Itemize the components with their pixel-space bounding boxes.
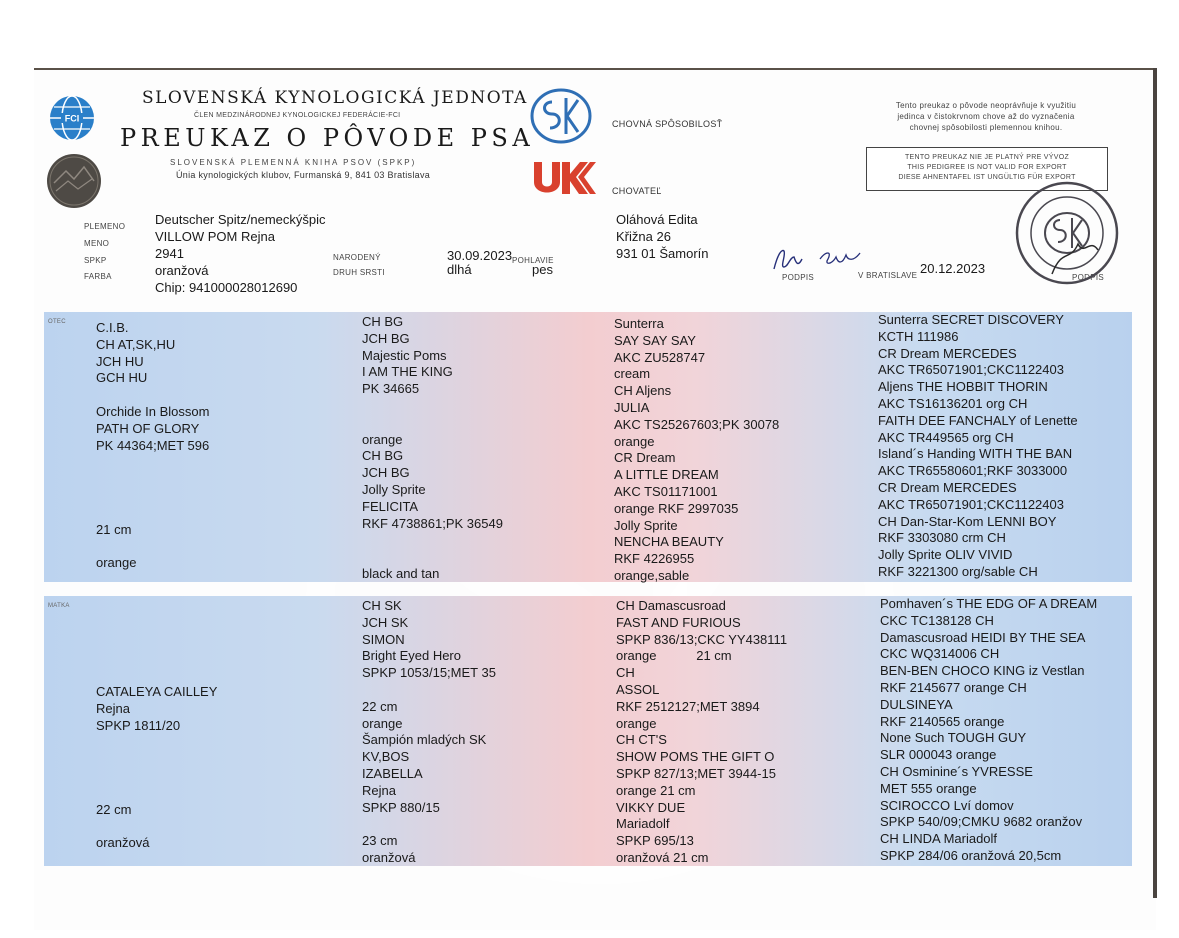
sire-col4-line: FAITH DEE FANCHALY of Lenette <box>878 412 1078 428</box>
sire-col2-line: orange <box>362 431 403 447</box>
dam-col3-line: SPKP 695/13 <box>616 833 694 849</box>
dam-col2-line: KV,BOS <box>362 749 410 765</box>
dam-col3-line: Mariadolf <box>616 816 670 832</box>
dam-col4-line: DULSINEYA <box>880 696 953 712</box>
sire-col3-line: orange,sable <box>614 567 690 583</box>
sire-col2-line <box>362 549 503 566</box>
sire-col4-line: AKC TR449565 org CH <box>878 429 1014 445</box>
dam-col1-line <box>96 734 217 751</box>
dam-col4-line: Damascusroad HEIDI BY THE SEA <box>880 629 1086 645</box>
sire-column-parent <box>96 320 209 589</box>
sex-value: pes <box>532 262 553 277</box>
dam-col1-line <box>96 768 217 785</box>
sire-col3-line: Jolly Sprite <box>614 517 678 533</box>
breeding-notice: Tento preukaz o pôvode neoprávňuje k využitiu jedinca v čistokrvnom chove až do vyznačenia chovnej spôsobilosti plemennou knihou. <box>895 101 1077 132</box>
dam-col4-line: SCIROCCO Lví domov <box>880 797 1014 813</box>
sire-col1-line: JCH HU <box>96 353 144 369</box>
sire-col2-line <box>362 415 503 432</box>
coat-label: DRUH SRSTI <box>333 268 385 277</box>
dam-col3-line: ASSOL <box>616 681 660 697</box>
sire-col3-line: CH Aljens <box>614 383 672 399</box>
sire-col2-line: JCH BG <box>362 330 410 346</box>
sire-col3-line: AKC TS01171001 <box>614 483 718 499</box>
dam-col1-line <box>96 751 217 768</box>
sire-pedigree-section <box>44 312 1132 582</box>
sire-label: OTEC <box>48 319 66 325</box>
dam-col2-line <box>362 816 496 833</box>
dam-col4-line: SPKP 284/06 oranžová 20,5cm <box>880 847 1062 863</box>
dam-col2-line: CH SK <box>362 598 402 613</box>
sire-col3-line: AKC ZU528747 <box>614 349 706 365</box>
sire-col1-line <box>96 538 209 555</box>
dam-col3-line: VIKKY DUE <box>616 799 686 815</box>
dam-col1-line: oranžová <box>96 835 150 851</box>
sire-col4-line: AKC TR65071901;CKC1122403 <box>878 362 1064 378</box>
breeder-signature-label: PODPIS <box>782 273 815 282</box>
sire-col1-line <box>96 572 209 589</box>
sire-col3-line: cream <box>614 366 651 382</box>
issue-date: 20.12.2023 <box>920 261 986 276</box>
export-notice-box: TENTO PREUKAZ NIE JE PLATNÝ PRE VÝVOZ THIS PEDIGREE IS NOT VALID FOR EXPORT DIESE AHNENTAFEL IST UNGÜLTIG FÜR EXPORT <box>866 147 1108 191</box>
sire-col1-line: C.I.B. <box>96 320 129 335</box>
sire-col4-line: AKC TR65071901;CKC1122403 <box>878 496 1064 512</box>
sire-col1-line: orange <box>96 555 137 571</box>
fci-globe-icon <box>48 94 96 142</box>
sire-col1-line: CH AT,SK,HU <box>96 336 176 352</box>
dam-col2-line: oranžová <box>362 849 416 865</box>
dam-col2-line: orange <box>362 715 403 731</box>
sire-column-great-grandparents <box>614 316 779 585</box>
sire-column-grandparents <box>362 314 503 583</box>
breeder-city: 931 01 Šamorín <box>616 246 709 261</box>
dam-col3-line: CH Damascusroad <box>616 598 726 613</box>
dam-col2-line: SPKP 880/15 <box>362 799 440 815</box>
dam-col2-line: IZABELLA <box>362 765 423 781</box>
dam-col4-line: CKC WQ314006 CH <box>880 646 1000 662</box>
dam-col4-line: RKF 2145677 orange CH <box>880 679 1027 695</box>
dam-col1-line: Rejna <box>96 700 130 716</box>
breed-label: PLEMENO <box>84 222 126 231</box>
sire-col1-line: Orchide In Blossom <box>96 403 210 419</box>
dam-col3-line: RKF 2512127;MET 3894 <box>616 698 760 714</box>
spkp-label: SPKP <box>84 256 107 265</box>
sire-col4-line: RKF 3221300 org/sable CH <box>878 563 1038 579</box>
official-signature-label: PODPIS <box>1072 273 1105 282</box>
sire-col2-line <box>362 398 503 415</box>
sire-col3-line: NENCHA BEAUTY <box>614 534 724 550</box>
ski-logo-icon <box>530 88 592 144</box>
sire-col2-line <box>362 532 503 549</box>
sire-col3-line: A LITTLE DREAM <box>614 467 719 483</box>
dam-column-great-great-grandparents <box>880 596 1097 865</box>
born-label: NARODENÝ <box>333 253 381 262</box>
dam-col1-line <box>96 667 217 684</box>
dam-col3-line: orange 21 cm <box>616 782 696 798</box>
sire-col4-line: Aljens THE HOBBIT THORIN <box>878 379 1048 395</box>
sex-label: POHLAVIE <box>512 256 554 265</box>
dam-col3-line: orange 21 cm <box>616 648 732 664</box>
dam-col1-line <box>96 818 217 835</box>
ukk-logo-icon <box>532 160 596 196</box>
dam-col4-line: RKF 2140565 orange <box>880 713 1005 729</box>
breeder-label: CHOVATEĽ <box>612 186 662 196</box>
dam-col3-line: SPKP 827/13;MET 3944-15 <box>616 765 776 781</box>
dam-column-great-grandparents <box>616 598 787 867</box>
sire-col3-line: CR Dream <box>614 450 676 466</box>
sire-col1-line <box>96 454 209 471</box>
dam-col4-line: CH Osminine´s YVRESSE <box>880 763 1033 779</box>
color-label: FARBA <box>84 272 112 281</box>
dam-col2-line: 23 cm <box>362 833 398 849</box>
sire-col2-line: black and tan <box>362 565 440 581</box>
dam-col2-line: Šampión mladých SK <box>362 732 487 748</box>
coat-value: dlhá <box>447 262 472 277</box>
dam-col4-line: Pomhaven´s THE EDG OF A DREAM <box>880 596 1098 611</box>
sire-col2-line: I AM THE KING <box>362 364 453 380</box>
sire-col4-line: Island´s Handing WITH THE BAN <box>878 446 1073 462</box>
sire-col2-line: Majestic Poms <box>362 347 447 363</box>
sire-col4-line: CR Dream MERCEDES <box>878 345 1017 361</box>
color-value: oranžová <box>155 263 209 278</box>
chip-value: Chip: 941000028012690 <box>155 280 298 295</box>
sire-col3-line: JULIA <box>614 399 650 415</box>
sire-col4-line: RKF 3303080 crm CH <box>878 530 1006 546</box>
dam-col4-line: CH LINDA Mariadolf <box>880 831 998 847</box>
dam-col4-line: MET 555 orange <box>880 780 977 796</box>
sire-col4-line: Sunterra SECRET DISCOVERY <box>878 312 1064 327</box>
dam-col1-line <box>96 852 217 869</box>
dam-label: MATKA <box>48 603 70 609</box>
org-title: SLOVENSKÁ KYNOLOGICKÁ JEDNOTA <box>142 88 528 108</box>
sire-col3-line: orange RKF 2997035 <box>614 500 739 516</box>
dam-col4-line: SLR 000043 orange <box>880 747 997 763</box>
sire-col1-line: PATH OF GLORY <box>96 420 200 436</box>
sire-col2-line: RKF 4738861;PK 36549 <box>362 515 503 531</box>
sire-col4-line: Jolly Sprite OLIV VIVID <box>878 547 1013 563</box>
org-subtitle: ČLEN MEDZINÁRODNEJ KYNOLOGICKEJ FEDERÁCIE-FCI <box>194 112 401 119</box>
sire-col1-line: GCH HU <box>96 370 148 386</box>
dam-col4-line: SPKP 540/09;CMKU 9682 oranžov <box>880 814 1083 830</box>
sire-col1-line <box>96 488 209 505</box>
dam-col1-line <box>96 650 217 667</box>
breed-value: Deutscher Spitz/nemeckýšpic <box>155 212 326 227</box>
dam-col3-line: oranžová 21 cm <box>616 849 709 865</box>
dam-column-parent <box>96 600 217 869</box>
sire-col1-line <box>96 505 209 522</box>
dam-col1-line: SPKP 1811/20 <box>96 717 181 733</box>
breeder-signature-icon <box>770 245 880 273</box>
dam-col1-line: CATALEYA CAILLEY <box>96 683 218 699</box>
dam-col4-line: BEN-BEN CHOCO KING iz Vestlan <box>880 663 1085 679</box>
dam-col2-line: SPKP 1053/15;MET 35 <box>362 665 496 681</box>
dam-col2-line: JCH SK <box>362 614 409 630</box>
sire-col4-line: KCTH 111986 <box>878 328 959 344</box>
sire-col3-line: Sunterra <box>614 316 664 331</box>
hologram-seal-icon <box>46 153 102 209</box>
sire-col3-line: RKF 4226955 <box>614 551 695 567</box>
sire-col4-line: AKC TS16136201 org CH <box>878 395 1028 411</box>
breeder-street: Křižna 26 <box>616 229 671 244</box>
dam-col3-line: SPKP 836/13;CKC YY438111 <box>616 631 788 647</box>
born-value: 30.09.2023 <box>447 248 513 263</box>
dam-col1-line <box>96 634 217 651</box>
dam-col1-line <box>96 785 217 802</box>
sire-col2-line: PK 34665 <box>362 381 420 397</box>
dam-col3-line: orange <box>616 715 657 731</box>
sire-col2-line: JCH BG <box>362 465 410 481</box>
dam-col2-line: Bright Eyed Hero <box>362 648 461 664</box>
dam-col1-line <box>96 600 217 617</box>
sire-col1-line <box>96 471 209 488</box>
dam-col1-line: 22 cm <box>96 801 132 817</box>
document-title: PREUKAZ O PÔVODE PSA <box>120 124 535 152</box>
sire-column-great-great-grandparents <box>878 312 1078 581</box>
dam-col4-line: None Such TOUGH GUY <box>880 730 1027 746</box>
stud-book-name: SLOVENSKÁ PLEMENNÁ KNIHA PSOV (SPKP) <box>170 158 417 167</box>
dam-column-grandparents <box>362 598 496 867</box>
sire-col1-line <box>96 387 209 404</box>
dam-col1-line <box>96 617 217 634</box>
place-label: V BRATISLAVE <box>858 271 918 280</box>
sire-col2-line: CH BG <box>362 314 404 329</box>
dam-col3-line: CH CT'S <box>616 732 667 748</box>
sire-col3-line: AKC TS25267603;PK 30078 <box>614 416 780 432</box>
sire-col2-line: CH BG <box>362 448 404 464</box>
dam-col2-line: SIMON <box>362 631 405 647</box>
sire-col2-line: FELICITA <box>362 498 419 514</box>
sire-col1-line: 21 cm <box>96 521 132 537</box>
dam-col3-line: SHOW POMS THE GIFT O <box>616 749 775 765</box>
official-stamp-icon <box>1012 178 1122 288</box>
sire-col2-line: Jolly Sprite <box>362 481 426 497</box>
dam-col3-line: CH <box>616 665 635 681</box>
scan-right-edge <box>1153 68 1157 898</box>
dam-col2-line: Rejna <box>362 782 396 798</box>
name-label: MENO <box>84 239 110 248</box>
dam-col3-line: FAST AND FURIOUS <box>616 614 741 630</box>
sire-col4-line: CH Dan-Star-Kom LENNI BOY <box>878 513 1057 529</box>
sire-col4-line: CR Dream MERCEDES <box>878 479 1017 495</box>
dam-col4-line: CKC TC138128 CH <box>880 612 994 628</box>
sire-col4-line: AKC TR65580601;RKF 3033000 <box>878 463 1068 479</box>
org-address: Únia kynologických klubov, Furmanská 9, 841 03 Bratislava <box>176 170 431 180</box>
dam-pedigree-section <box>44 596 1132 866</box>
breeding-eligibility-label: CHOVNÁ SPÔSOBILOSŤ <box>612 119 723 129</box>
fci-logo-text: FCI <box>64 113 80 124</box>
sire-col1-line: PK 44364;MET 596 <box>96 437 210 453</box>
sire-col3-line: SAY SAY SAY <box>614 332 696 348</box>
dog-name-value: VILLOW POM Rejna <box>155 229 275 244</box>
sire-col3-line: orange <box>614 433 655 449</box>
spkp-value: 2941 <box>155 246 184 261</box>
dam-col2-line: 22 cm <box>362 698 398 714</box>
breeder-name: Oláhová Edita <box>616 212 698 227</box>
dam-col2-line <box>362 682 496 699</box>
